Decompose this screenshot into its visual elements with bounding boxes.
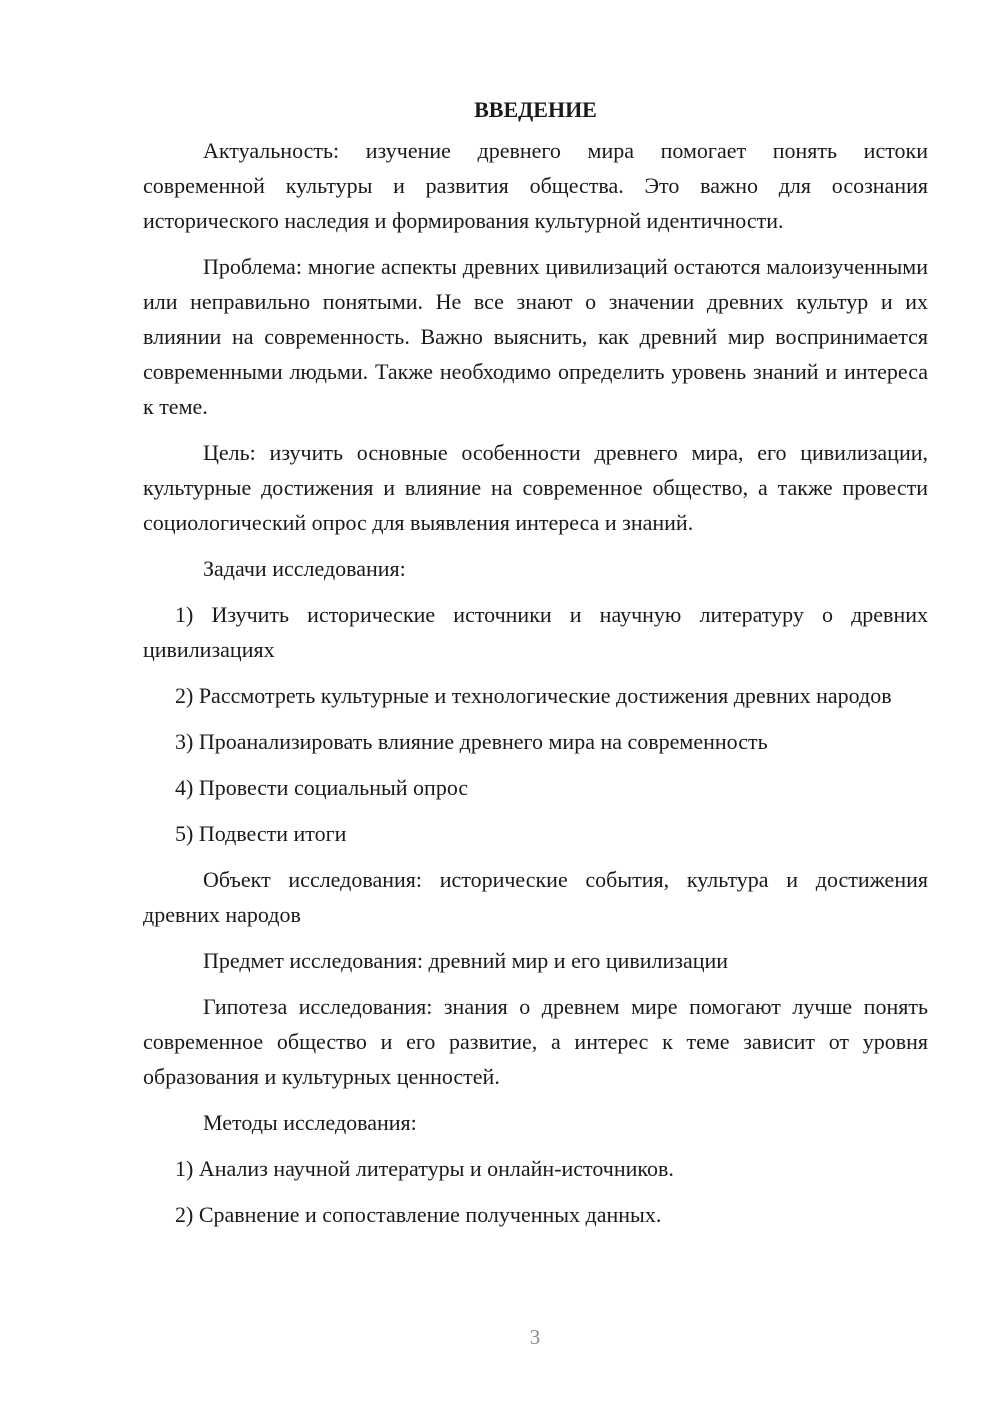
task-list-item: 2) Рассмотреть культурные и технологические достижения древних народов [175, 683, 892, 708]
task-list-item: 4) Провести социальный опрос [175, 775, 469, 800]
paragraph-relevance: Актуальность: изучение древнего мира помогает понять истоки современной культуры и развития общества. Это важно для осознания исторического наследия и формирования культурной идентичности. [143, 138, 928, 233]
paragraph-goal: Цель: изучить основные особенности древнего мира, его цивилизации, культурные достижения и влияние на современное общество, а также провести социологический опрос для выявления интереса и знаний. [143, 440, 928, 535]
page-title: ВВЕДЕНИЕ [474, 97, 597, 122]
task-list-item: 5) Подвести итоги [175, 821, 347, 846]
paragraph-hypothesis: Гипотеза исследования: знания о древнем мире помогают лучше понять современное общество и его развитие, а интерес к теме зависит от уровня образования и культурных ценностей. [143, 994, 928, 1089]
paragraph-methods-heading: Методы исследования: [203, 1110, 417, 1135]
task-list-item: 3) Проанализировать влияние древнего мира на современность [175, 729, 768, 754]
method-list-item: 1) Анализ научной литературы и онлайн-источников. [175, 1156, 674, 1181]
paragraph-subject: Предмет исследования: древний мир и его цивилизации [203, 948, 729, 973]
task-list-item: 1) Изучить исторические источники и научную литературу о древних цивилизациях [143, 602, 928, 662]
method-list-item: 2) Сравнение и сопоставление полученных данных. [175, 1202, 662, 1227]
paragraph-problem: Проблема: многие аспекты древних цивилизаций остаются малоизученными или неправильно понятыми. Не все знают о значении древних культур и их влиянии на современность. Важно выяснить, как древний мир воспринимается современными людьми. Также необходимо определить уровень знаний и интереса к теме. [143, 254, 928, 419]
page-number: 3 [529, 1325, 541, 1349]
document-page [143, 92, 928, 1243]
paragraph-tasks-heading: Задачи исследования: [203, 556, 406, 581]
paragraph-object: Объект исследования: исторические события, культура и достижения древних народов [143, 867, 928, 927]
